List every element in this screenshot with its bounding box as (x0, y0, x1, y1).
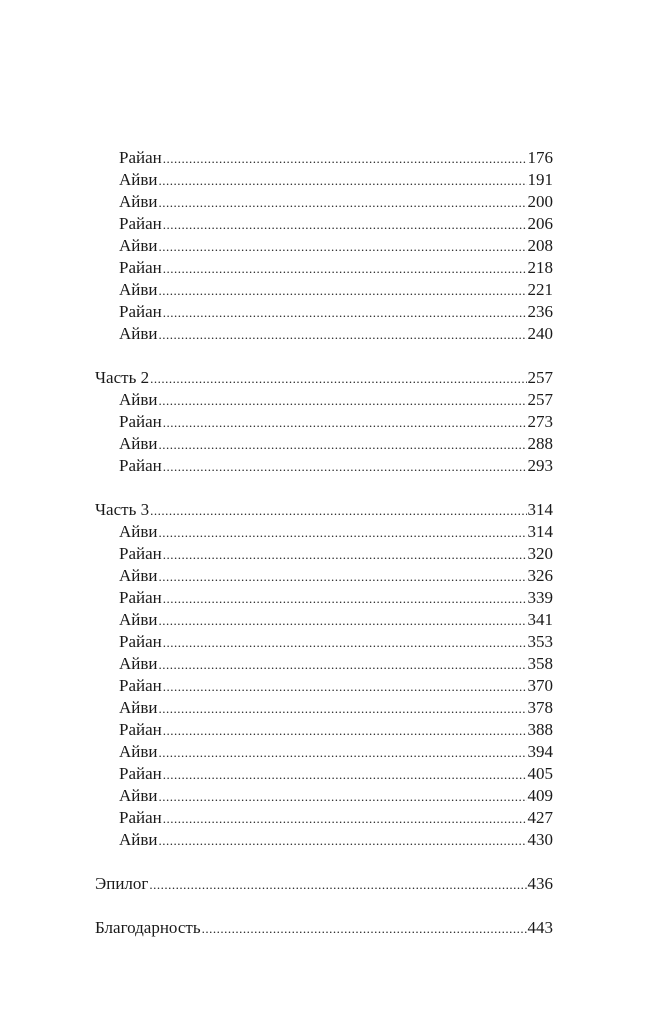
part-title: Часть 3 (95, 500, 150, 519)
dot-leader (159, 786, 527, 808)
entry-page: 339 (527, 588, 553, 607)
entry-title: Райан (119, 148, 162, 167)
entry-title: Райан (119, 676, 162, 695)
entry-title: Айви (119, 324, 158, 343)
acknowledgements-title: Благодарность (95, 918, 201, 937)
entry-page: 436 (527, 874, 553, 893)
entry-title: Райан (119, 258, 162, 277)
toc-entry[interactable] (95, 455, 553, 477)
entry-page: 240 (527, 324, 553, 343)
dot-leader (163, 456, 527, 478)
dot-leader (202, 918, 527, 940)
toc-entry[interactable] (95, 697, 553, 719)
entry-title: Райан (119, 588, 162, 607)
entry-page: 405 (527, 764, 553, 783)
entry-page: 320 (527, 544, 553, 563)
entry-title: Айви (119, 698, 158, 717)
dot-leader (163, 214, 527, 236)
entry-page: 257 (527, 368, 553, 387)
entry-page: 353 (527, 632, 553, 651)
toc-entry[interactable] (95, 169, 553, 191)
dot-leader (163, 302, 527, 324)
entry-page: 370 (527, 676, 553, 695)
toc-part-heading[interactable] (95, 367, 553, 389)
entry-title: Райан (119, 808, 162, 827)
entry-page: 257 (527, 390, 553, 409)
toc-entry[interactable] (95, 565, 553, 587)
entry-title: Райан (119, 302, 162, 321)
dot-leader (163, 544, 527, 566)
dot-leader (163, 764, 527, 786)
entry-title: Райан (119, 456, 162, 475)
toc-entry[interactable] (95, 213, 553, 235)
entry-page: 358 (527, 654, 553, 673)
entry-page: 176 (527, 148, 553, 167)
entry-title: Айви (119, 390, 158, 409)
entry-page: 191 (527, 170, 553, 189)
entry-page: 208 (527, 236, 553, 255)
toc-entry[interactable] (95, 279, 553, 301)
entry-title: Райан (119, 720, 162, 739)
dot-leader (163, 588, 527, 610)
entry-title: Райан (119, 214, 162, 233)
part2-section (95, 367, 553, 477)
entry-page: 427 (527, 808, 553, 827)
toc-acknowledgements[interactable] (95, 917, 553, 939)
entry-page: 443 (527, 918, 553, 937)
dot-leader (159, 698, 527, 720)
dot-leader (150, 500, 526, 522)
entry-title: Райан (119, 544, 162, 563)
part3-section (95, 499, 553, 851)
part-title: Часть 2 (95, 368, 150, 387)
entry-page: 218 (527, 258, 553, 277)
entry-page: 273 (527, 412, 553, 431)
dot-leader (159, 280, 527, 302)
dot-leader (159, 390, 527, 412)
entry-page: 341 (527, 610, 553, 629)
toc-entry[interactable] (95, 191, 553, 213)
dot-leader (159, 324, 527, 346)
entry-title: Айви (119, 236, 158, 255)
entry-title: Айви (119, 830, 158, 849)
dot-leader (163, 720, 527, 742)
entry-title: Райан (119, 632, 162, 651)
entry-page: 394 (527, 742, 553, 761)
entry-page: 326 (527, 566, 553, 585)
toc-entry[interactable] (95, 763, 553, 785)
dot-leader (163, 258, 527, 280)
section-spacer (95, 345, 553, 367)
dot-leader (163, 148, 527, 170)
entry-title: Айви (119, 170, 158, 189)
dot-leader (159, 236, 527, 258)
toc-entry[interactable] (95, 609, 553, 631)
entry-title: Айви (119, 566, 158, 585)
toc-entry[interactable] (95, 411, 553, 433)
entry-title: Айви (119, 610, 158, 629)
table-of-contents (95, 147, 553, 939)
toc-entry[interactable] (95, 147, 553, 169)
dot-leader (159, 830, 527, 852)
entry-title: Айви (119, 192, 158, 211)
entry-page: 221 (527, 280, 553, 299)
dot-leader (163, 412, 527, 434)
entry-title: Райан (119, 764, 162, 783)
dot-leader (159, 522, 527, 544)
dot-leader (159, 192, 527, 214)
entry-page: 409 (527, 786, 553, 805)
dot-leader (149, 874, 526, 896)
entry-title: Айви (119, 522, 158, 541)
toc-entry[interactable] (95, 301, 553, 323)
dot-leader (163, 676, 527, 698)
dot-leader (159, 434, 527, 456)
toc-entry[interactable] (95, 257, 553, 279)
toc-entry[interactable] (95, 631, 553, 653)
toc-entry[interactable] (95, 521, 553, 543)
entry-page: 206 (527, 214, 553, 233)
toc-part-heading[interactable] (95, 499, 553, 521)
dot-leader (159, 610, 527, 632)
toc-entry[interactable] (95, 829, 553, 851)
section-spacer (95, 477, 553, 499)
entry-title: Айви (119, 280, 158, 299)
entry-title: Айви (119, 434, 158, 453)
entry-title: Айви (119, 654, 158, 673)
epilogue-title: Эпилог (95, 874, 149, 893)
toc-entry[interactable] (95, 587, 553, 609)
entry-title: Айви (119, 786, 158, 805)
dot-leader (163, 808, 527, 830)
dot-leader (150, 368, 526, 390)
part1-chapter-list (95, 147, 553, 345)
dot-leader (159, 742, 527, 764)
entry-page: 314 (527, 500, 553, 519)
entry-page: 430 (527, 830, 553, 849)
entry-page: 288 (527, 434, 553, 453)
entry-page: 293 (527, 456, 553, 475)
entry-title: Райан (119, 412, 162, 431)
toc-entry[interactable] (95, 389, 553, 411)
dot-leader (159, 654, 527, 676)
toc-epilogue[interactable] (95, 873, 553, 895)
toc-entry[interactable] (95, 675, 553, 697)
toc-entry[interactable] (95, 719, 553, 741)
entry-page: 388 (527, 720, 553, 739)
toc-entry[interactable] (95, 653, 553, 675)
dot-leader (159, 170, 527, 192)
toc-entry[interactable] (95, 807, 553, 829)
dot-leader (159, 566, 527, 588)
toc-entry[interactable] (95, 785, 553, 807)
toc-entry[interactable] (95, 741, 553, 763)
entry-page: 200 (527, 192, 553, 211)
toc-entry[interactable] (95, 235, 553, 257)
entry-page: 378 (527, 698, 553, 717)
toc-entry[interactable] (95, 323, 553, 345)
toc-entry[interactable] (95, 543, 553, 565)
toc-entry[interactable] (95, 433, 553, 455)
entry-page: 236 (527, 302, 553, 321)
dot-leader (163, 632, 527, 654)
entry-page: 314 (527, 522, 553, 541)
section-spacer (95, 851, 553, 873)
entry-title: Айви (119, 742, 158, 761)
section-spacer (95, 895, 553, 917)
